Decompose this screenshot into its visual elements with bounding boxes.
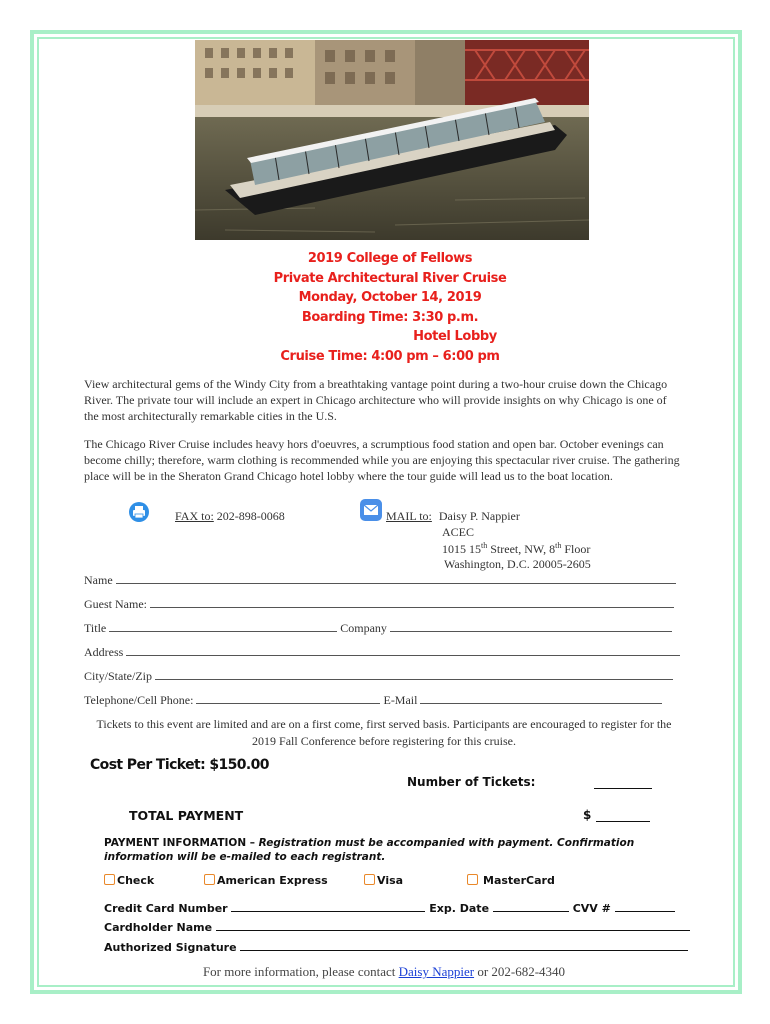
option-visa-label: Visa bbox=[377, 874, 404, 887]
fax-label: FAX to: bbox=[175, 509, 214, 523]
cardholder-line[interactable] bbox=[216, 921, 690, 931]
boarding-location: Hotel Lobby bbox=[413, 329, 497, 344]
total-dollar-sign: $ bbox=[583, 808, 592, 822]
signature-label: Authorized Signature bbox=[104, 941, 237, 954]
guest-name-input-line[interactable] bbox=[150, 598, 674, 608]
total-payment-label: TOTAL PAYMENT bbox=[129, 808, 244, 823]
fax-number: 202-898-0068 bbox=[216, 509, 285, 523]
city-input-line[interactable] bbox=[155, 670, 673, 680]
event-headline bbox=[150, 249, 630, 366]
checkbox-icon[interactable] bbox=[104, 874, 115, 885]
event-title: 2019 College of Fellows bbox=[307, 251, 473, 266]
option-check[interactable] bbox=[104, 874, 154, 887]
card-number-row[interactable] bbox=[104, 902, 675, 915]
company-label: Company bbox=[340, 621, 387, 635]
address-field[interactable] bbox=[84, 645, 680, 660]
city-field[interactable] bbox=[84, 669, 673, 684]
ticket-notice: Tickets to this event are limited and are on a first come, first served basis. Participants are encouraged to register for the 2019 Fall Conference before registering for this cruise. bbox=[96, 717, 672, 748]
address-label: Address bbox=[84, 645, 124, 659]
option-amex-label: American Express bbox=[217, 874, 328, 887]
footer-contact bbox=[84, 964, 684, 980]
cvv-label: CVV # bbox=[572, 902, 611, 915]
payment-heading: PAYMENT INFORMATION – bbox=[104, 837, 259, 849]
option-visa[interactable] bbox=[364, 874, 403, 887]
phone-input-line[interactable] bbox=[196, 694, 380, 704]
email-input-line[interactable] bbox=[420, 694, 662, 704]
option-mastercard[interactable] bbox=[467, 874, 555, 887]
card-number-line[interactable] bbox=[231, 902, 425, 912]
email-label: E-Mail bbox=[383, 693, 418, 707]
company-input-line[interactable] bbox=[390, 622, 672, 632]
mail-name: Daisy P. Nappier bbox=[438, 509, 520, 523]
phone-email-field[interactable] bbox=[84, 693, 662, 708]
exp-date-label: Exp. Date bbox=[429, 902, 490, 915]
signature-line[interactable] bbox=[240, 941, 688, 951]
option-check-label: Check bbox=[117, 874, 155, 887]
name-field[interactable] bbox=[84, 573, 676, 588]
cruise-time: Cruise Time: 4:00 pm – 6:00 pm bbox=[280, 348, 500, 364]
option-amex[interactable] bbox=[204, 874, 328, 887]
cardholder-label: Cardholder Name bbox=[104, 921, 213, 934]
boarding-time: Boarding Time: 3:30 p.m. bbox=[301, 309, 479, 325]
number-of-tickets-label: Number of Tickets: bbox=[407, 775, 536, 789]
mail-street: 1015 15th Street, NW, 8th Floor bbox=[442, 541, 591, 556]
cardholder-row[interactable] bbox=[104, 921, 690, 934]
exp-date-line[interactable] bbox=[493, 902, 569, 912]
footer-prefix: For more information, please contact bbox=[202, 964, 399, 979]
signature-row[interactable] bbox=[104, 941, 688, 954]
title-company-field[interactable] bbox=[84, 621, 672, 636]
payment-note: Registration must be accompanied with payment. Confirmation information will be e-mailed to each registrant. bbox=[104, 837, 635, 863]
number-of-tickets-line[interactable] bbox=[594, 788, 652, 789]
title-input-line[interactable] bbox=[109, 622, 337, 632]
event-subtitle: Private Architectural River Cruise bbox=[273, 270, 507, 286]
payment-information bbox=[104, 836, 664, 864]
address-input-line[interactable] bbox=[126, 646, 680, 656]
mail-city: Washington, D.C. 20005-2605 bbox=[444, 557, 591, 571]
intro-paragraph-2: The Chicago River Cruise includes heavy hors d'oeuvres, a scrumptious food station and open bar. October evenings can become chilly; therefore, warm clothing is recommended while you are enjoying this spectacular river cruise. The gathering place will be in the Sheraton Grand Chicago hotel lobby where the tour guide will lead us to the boat location. bbox=[84, 437, 680, 484]
mail-org: ACEC bbox=[442, 525, 475, 539]
mail-label: MAIL to: bbox=[386, 509, 432, 523]
name-input-line[interactable] bbox=[116, 574, 676, 584]
card-number-label: Credit Card Number bbox=[104, 902, 228, 915]
mail-label-line bbox=[386, 509, 520, 524]
fax-line bbox=[175, 509, 285, 524]
guest-name-field[interactable] bbox=[84, 597, 674, 612]
phone-label: Telephone/Cell Phone: bbox=[84, 693, 194, 707]
option-mastercard-label: MasterCard bbox=[483, 874, 555, 887]
checkbox-icon[interactable] bbox=[364, 874, 375, 885]
title-label: Title bbox=[84, 621, 107, 635]
checkbox-icon[interactable] bbox=[204, 874, 215, 885]
checkbox-icon[interactable] bbox=[467, 874, 478, 885]
printer-icon bbox=[129, 502, 149, 522]
cost-per-ticket: Cost Per Ticket: $150.00 bbox=[90, 757, 269, 773]
cvv-line[interactable] bbox=[615, 902, 675, 912]
intro-paragraph-1: View architectural gems of the Windy City from a breathtaking vantage point during a two-hour cruise down the Chicago River. The private tour will include an expert in Chicago architecture who will provide insights on why Chicago is one of the most architecturally remarkable cities in the U.S. bbox=[84, 377, 668, 424]
cruise-boat-photo bbox=[195, 40, 589, 240]
footer-suffix: or 202-682-4340 bbox=[474, 964, 566, 979]
event-date: Monday, October 14, 2019 bbox=[298, 290, 482, 305]
total-payment-line[interactable] bbox=[596, 821, 650, 822]
guest-name-label: Guest Name: bbox=[84, 597, 147, 611]
city-label: City/State/Zip bbox=[84, 669, 152, 683]
name-label: Name bbox=[84, 573, 113, 587]
contact-link[interactable]: Daisy Nappier bbox=[398, 964, 475, 979]
envelope-icon bbox=[360, 499, 382, 521]
